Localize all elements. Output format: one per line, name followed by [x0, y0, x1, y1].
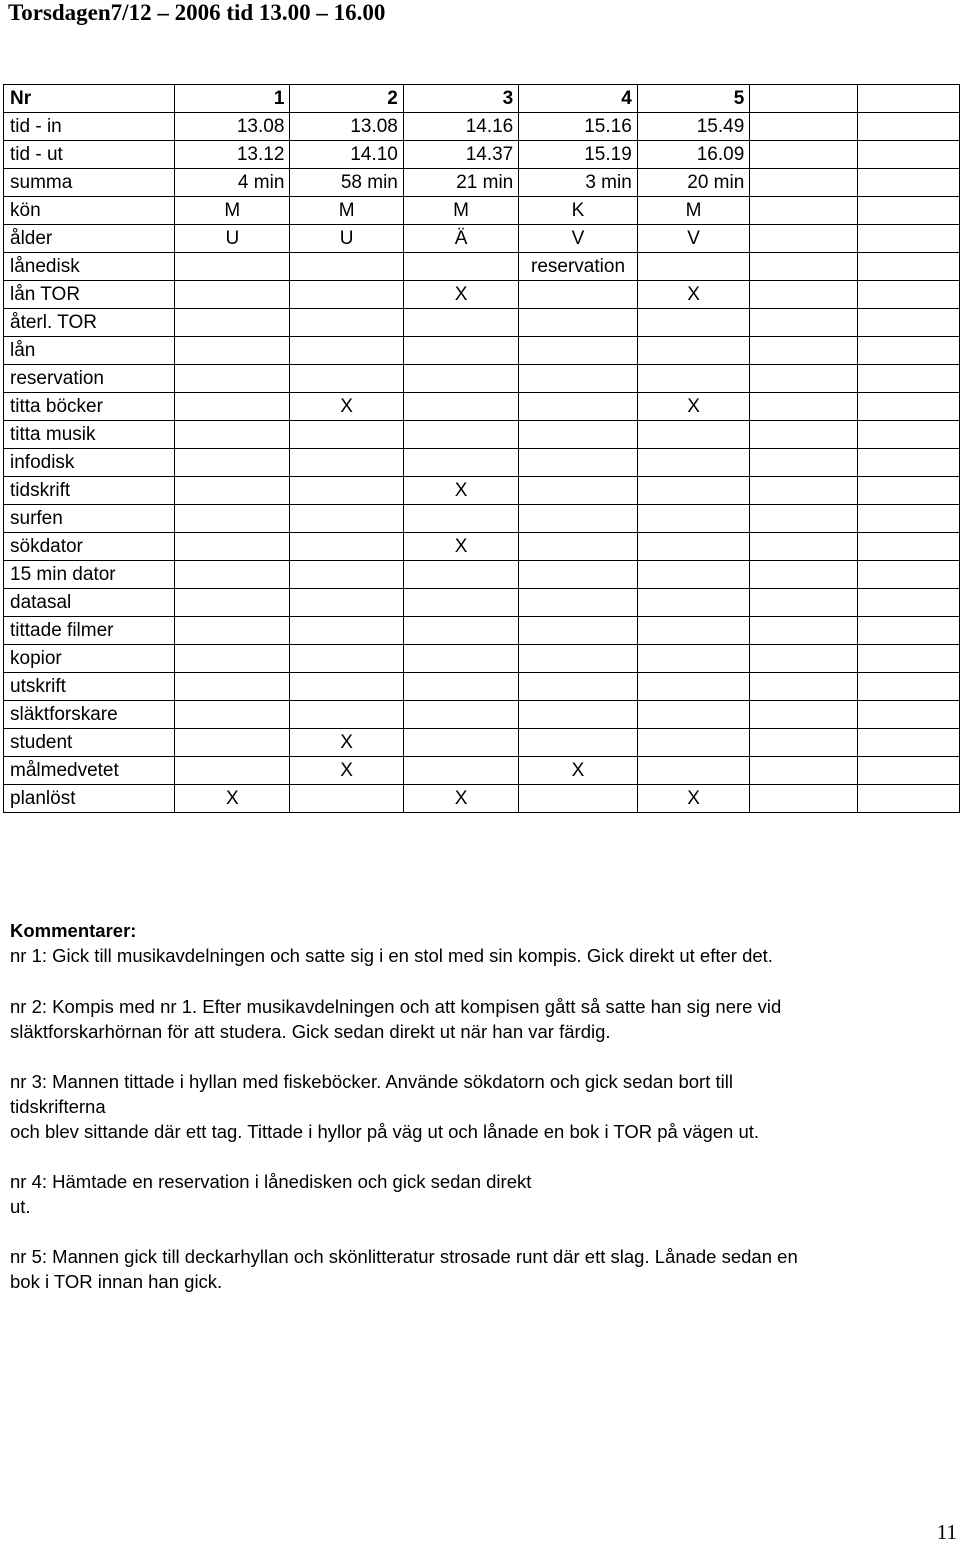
- comment-nr3-line3: och blev sittande där ett tag. Tittade i hyllor på väg ut och lånade en bok i TOR på vägen ut.: [10, 1121, 760, 1142]
- table-cell: 14.10: [290, 141, 403, 169]
- table-cell: [858, 169, 960, 197]
- table-cell: [750, 281, 858, 309]
- table-cell: [637, 449, 750, 477]
- table-row: [4, 281, 960, 309]
- page-title: Torsdagen7/12 – 2006 tid 13.00 – 16.00: [8, 0, 386, 25]
- table-cell: [519, 421, 638, 449]
- table-cell: [519, 449, 638, 477]
- row-label-cell: utskrift: [4, 673, 175, 701]
- table-cell: V: [637, 225, 750, 253]
- row-label-cell: summa: [4, 169, 175, 197]
- table-row: [4, 505, 960, 533]
- table-row: [4, 113, 960, 141]
- table-cell: 4 min: [175, 169, 290, 197]
- table-cell: X: [290, 757, 403, 785]
- table-cell: X: [637, 785, 750, 813]
- table-cell: [403, 589, 518, 617]
- row-label-cell: återl. TOR: [4, 309, 175, 337]
- table-cell: [519, 701, 638, 729]
- table-cell: [290, 589, 403, 617]
- table-cell: [637, 337, 750, 365]
- table-cell: [175, 505, 290, 533]
- table-cell: [403, 337, 518, 365]
- table-row: [4, 729, 960, 757]
- table-cell: [290, 477, 403, 505]
- table-cell: [750, 701, 858, 729]
- table-cell: [637, 645, 750, 673]
- table-cell: [290, 337, 403, 365]
- table-cell: M: [175, 197, 290, 225]
- table-cell: [750, 169, 858, 197]
- table-cell: [175, 393, 290, 421]
- row-label-cell: kopior: [4, 645, 175, 673]
- table-cell: [519, 645, 638, 673]
- table-cell: [750, 365, 858, 393]
- page-number: 11: [936, 1520, 957, 1544]
- row-label-cell: tid - ut: [4, 141, 175, 169]
- table-row: [4, 197, 960, 225]
- table-cell: [175, 337, 290, 365]
- row-label-cell: lån: [4, 337, 175, 365]
- table-cell: [290, 449, 403, 477]
- comments-section: [10, 918, 940, 1294]
- table-cell: [519, 589, 638, 617]
- table-cell: [290, 309, 403, 337]
- table-cell: [858, 561, 960, 589]
- table-cell: [858, 645, 960, 673]
- table-cell: X: [637, 281, 750, 309]
- table-cell: [637, 701, 750, 729]
- table-cell: [750, 141, 858, 169]
- table-cell: [637, 533, 750, 561]
- table-row: [4, 673, 960, 701]
- table-cell: [858, 393, 960, 421]
- table-cell: [403, 757, 518, 785]
- table-cell: 15.19: [519, 141, 638, 169]
- row-label-cell: infodisk: [4, 449, 175, 477]
- table-cell: [637, 309, 750, 337]
- table-cell: [290, 421, 403, 449]
- comments-heading: Kommentarer:: [10, 920, 137, 941]
- table-cell: 13.08: [290, 113, 403, 141]
- table-cell: U: [175, 225, 290, 253]
- row-label-cell: student: [4, 729, 175, 757]
- table-cell: [403, 701, 518, 729]
- table-cell: 21 min: [403, 169, 518, 197]
- table-row: [4, 757, 960, 785]
- table-cell: [403, 673, 518, 701]
- row-label-cell: sökdator: [4, 533, 175, 561]
- table-cell: [290, 645, 403, 673]
- table-row: [4, 645, 960, 673]
- table-cell: [175, 729, 290, 757]
- table-cell: [290, 365, 403, 393]
- table-header-row: [4, 85, 960, 113]
- table-cell: [290, 561, 403, 589]
- table-cell: [750, 729, 858, 757]
- table-cell: X: [637, 393, 750, 421]
- table-cell: [290, 533, 403, 561]
- table-cell: [750, 197, 858, 225]
- table-cell: [290, 505, 403, 533]
- table-cell: 13.12: [175, 141, 290, 169]
- table-cell: [750, 421, 858, 449]
- table-cell: [403, 617, 518, 645]
- table-cell: [519, 477, 638, 505]
- table-cell: [175, 309, 290, 337]
- table-cell: [175, 449, 290, 477]
- row-label-cell: reservation: [4, 365, 175, 393]
- row-label-cell: kön: [4, 197, 175, 225]
- table-row: [4, 141, 960, 169]
- row-label-cell: datasal: [4, 589, 175, 617]
- table-cell: [858, 141, 960, 169]
- table-cell: [750, 561, 858, 589]
- table-cell: [403, 729, 518, 757]
- table-cell: [858, 337, 960, 365]
- table-cell: [290, 701, 403, 729]
- table-cell: [637, 477, 750, 505]
- table-cell: X: [290, 729, 403, 757]
- table-cell: [519, 365, 638, 393]
- table-cell: [750, 253, 858, 281]
- table-row: [4, 533, 960, 561]
- comment-nr2-line1: nr 2: Kompis med nr 1. Efter musikavdelningen och att kompisen gått så satte han sig nere vid: [10, 996, 782, 1017]
- table-cell: [858, 309, 960, 337]
- table-row: [4, 477, 960, 505]
- table-cell: 20 min: [637, 169, 750, 197]
- table-cell: [858, 505, 960, 533]
- row-label-cell: lånedisk: [4, 253, 175, 281]
- table-cell: [637, 561, 750, 589]
- table-cell: [858, 757, 960, 785]
- row-label-cell: lån TOR: [4, 281, 175, 309]
- table-cell: [175, 673, 290, 701]
- table-row: [4, 617, 960, 645]
- header-number-cell: 2: [290, 85, 403, 113]
- table-cell: [403, 561, 518, 589]
- table-cell: X: [403, 281, 518, 309]
- table-cell: [750, 757, 858, 785]
- table-cell: [403, 505, 518, 533]
- table-cell: X: [403, 533, 518, 561]
- table-cell: [519, 393, 638, 421]
- table-cell: [403, 645, 518, 673]
- table-row: [4, 337, 960, 365]
- row-label-cell: planlöst: [4, 785, 175, 813]
- table-cell: [858, 729, 960, 757]
- table-cell: [637, 757, 750, 785]
- table-cell: [290, 253, 403, 281]
- table-cell: [519, 617, 638, 645]
- table-cell: X: [290, 393, 403, 421]
- table-row: [4, 225, 960, 253]
- table-cell: [519, 785, 638, 813]
- table-row: [4, 785, 960, 813]
- table-cell: 13.08: [175, 113, 290, 141]
- header-number-cell: 3: [403, 85, 518, 113]
- table-cell: 15.16: [519, 113, 638, 141]
- row-label-cell: målmedvetet: [4, 757, 175, 785]
- table-cell: [175, 533, 290, 561]
- table-cell: [519, 281, 638, 309]
- table-cell: Ä: [403, 225, 518, 253]
- table-cell: [750, 589, 858, 617]
- header-number-cell: [858, 85, 960, 113]
- table-cell: [290, 785, 403, 813]
- table-cell: [175, 701, 290, 729]
- table-cell: M: [290, 197, 403, 225]
- table-cell: [519, 309, 638, 337]
- table-cell: [175, 561, 290, 589]
- table-cell: [519, 533, 638, 561]
- table-row: [4, 561, 960, 589]
- table-cell: [858, 533, 960, 561]
- row-label-cell: ålder: [4, 225, 175, 253]
- table-row: [4, 309, 960, 337]
- table-cell: X: [519, 757, 638, 785]
- table-cell: X: [175, 785, 290, 813]
- table-cell: 3 min: [519, 169, 638, 197]
- table-cell: [750, 113, 858, 141]
- table-cell: [858, 701, 960, 729]
- comment-nr3-line1: nr 3: Mannen tittade i hyllan med fiskeböcker. Använde sökdatorn och gick sedan bort till: [10, 1071, 733, 1092]
- table-cell: [175, 281, 290, 309]
- table-cell: [858, 449, 960, 477]
- table-cell: [637, 673, 750, 701]
- table-cell: [175, 617, 290, 645]
- table-cell: [175, 757, 290, 785]
- table-cell: [637, 589, 750, 617]
- table-cell: [637, 729, 750, 757]
- table-cell: [637, 253, 750, 281]
- table-cell: [175, 589, 290, 617]
- observation-table: [3, 84, 960, 813]
- table-cell: [750, 673, 858, 701]
- table-row: [4, 365, 960, 393]
- table-cell: [403, 309, 518, 337]
- table-cell: [637, 505, 750, 533]
- table-cell: [858, 225, 960, 253]
- row-label-cell: tidskrift: [4, 477, 175, 505]
- table-cell: 16.09: [637, 141, 750, 169]
- table-row: [4, 253, 960, 281]
- table-cell: [290, 617, 403, 645]
- table-cell: [858, 617, 960, 645]
- comment-nr2-line2: släktforskarhörnan för att studera. Gick sedan direkt ut när han var färdig.: [10, 1021, 611, 1042]
- table-cell: [750, 533, 858, 561]
- table-cell: U: [290, 225, 403, 253]
- table-cell: [403, 421, 518, 449]
- table-cell: [519, 561, 638, 589]
- table-row: [4, 701, 960, 729]
- table-cell: reservation: [519, 253, 638, 281]
- table-row: [4, 449, 960, 477]
- header-label-cell: Nr: [4, 85, 175, 113]
- row-label-cell: tid - in: [4, 113, 175, 141]
- table-cell: [858, 421, 960, 449]
- header-number-cell: 1: [175, 85, 290, 113]
- table-cell: [637, 421, 750, 449]
- table-cell: [290, 673, 403, 701]
- table-cell: [519, 729, 638, 757]
- table-cell: [175, 365, 290, 393]
- table-cell: [519, 673, 638, 701]
- table-cell: [637, 365, 750, 393]
- table-cell: [750, 505, 858, 533]
- comment-nr5-line2: bok i TOR innan han gick.: [10, 1271, 223, 1292]
- table-cell: [519, 505, 638, 533]
- comment-nr5-line1: nr 5: Mannen gick till deckarhyllan och skönlitteratur strosade runt där ett slag. Lånade sedan en: [10, 1246, 798, 1267]
- table-cell: [858, 197, 960, 225]
- table-cell: K: [519, 197, 638, 225]
- table-body: [4, 85, 960, 813]
- table-cell: [858, 589, 960, 617]
- table-cell: [175, 477, 290, 505]
- header-number-cell: 5: [637, 85, 750, 113]
- table-cell: [858, 477, 960, 505]
- comment-nr4-line2: ut.: [10, 1196, 31, 1217]
- table-cell: [403, 393, 518, 421]
- row-label-cell: släktforskare: [4, 701, 175, 729]
- comment-nr3-line2: tidskrifterna: [10, 1096, 106, 1117]
- comment-nr1: nr 1: Gick till musikavdelningen och satte sig i en stol med sin kompis. Gick direkt ut efter det.: [10, 945, 773, 966]
- table-cell: [290, 281, 403, 309]
- table-cell: [175, 253, 290, 281]
- table-cell: [858, 253, 960, 281]
- table-cell: [750, 617, 858, 645]
- table-cell: [858, 113, 960, 141]
- table-cell: [750, 645, 858, 673]
- table-row: [4, 421, 960, 449]
- table-cell: [750, 309, 858, 337]
- table-cell: [858, 673, 960, 701]
- table-cell: X: [403, 785, 518, 813]
- table-cell: [175, 421, 290, 449]
- row-label-cell: titta musik: [4, 421, 175, 449]
- table-cell: 14.37: [403, 141, 518, 169]
- table-cell: [403, 365, 518, 393]
- table-cell: 14.16: [403, 113, 518, 141]
- row-label-cell: 15 min dator: [4, 561, 175, 589]
- table-cell: [858, 785, 960, 813]
- comment-nr4-line1: nr 4: Hämtade en reservation i lånedisken och gick sedan direkt: [10, 1171, 532, 1192]
- table-cell: [858, 281, 960, 309]
- header-number-cell: 4: [519, 85, 638, 113]
- table-cell: [403, 253, 518, 281]
- table-cell: [750, 477, 858, 505]
- row-label-cell: surfen: [4, 505, 175, 533]
- header-number-cell: [750, 85, 858, 113]
- table-row: [4, 589, 960, 617]
- table-cell: [750, 225, 858, 253]
- table-cell: M: [637, 197, 750, 225]
- table-cell: [750, 449, 858, 477]
- table-cell: V: [519, 225, 638, 253]
- table-cell: X: [403, 477, 518, 505]
- table-cell: [519, 337, 638, 365]
- table-cell: 58 min: [290, 169, 403, 197]
- table-cell: [750, 393, 858, 421]
- table-cell: [175, 645, 290, 673]
- table-cell: 15.49: [637, 113, 750, 141]
- table-cell: [750, 337, 858, 365]
- row-label-cell: tittade filmer: [4, 617, 175, 645]
- row-label-cell: titta böcker: [4, 393, 175, 421]
- table-cell: [750, 785, 858, 813]
- table-cell: [637, 617, 750, 645]
- table-row: [4, 169, 960, 197]
- table-cell: [403, 449, 518, 477]
- table-cell: [858, 365, 960, 393]
- table-row: [4, 393, 960, 421]
- table-cell: M: [403, 197, 518, 225]
